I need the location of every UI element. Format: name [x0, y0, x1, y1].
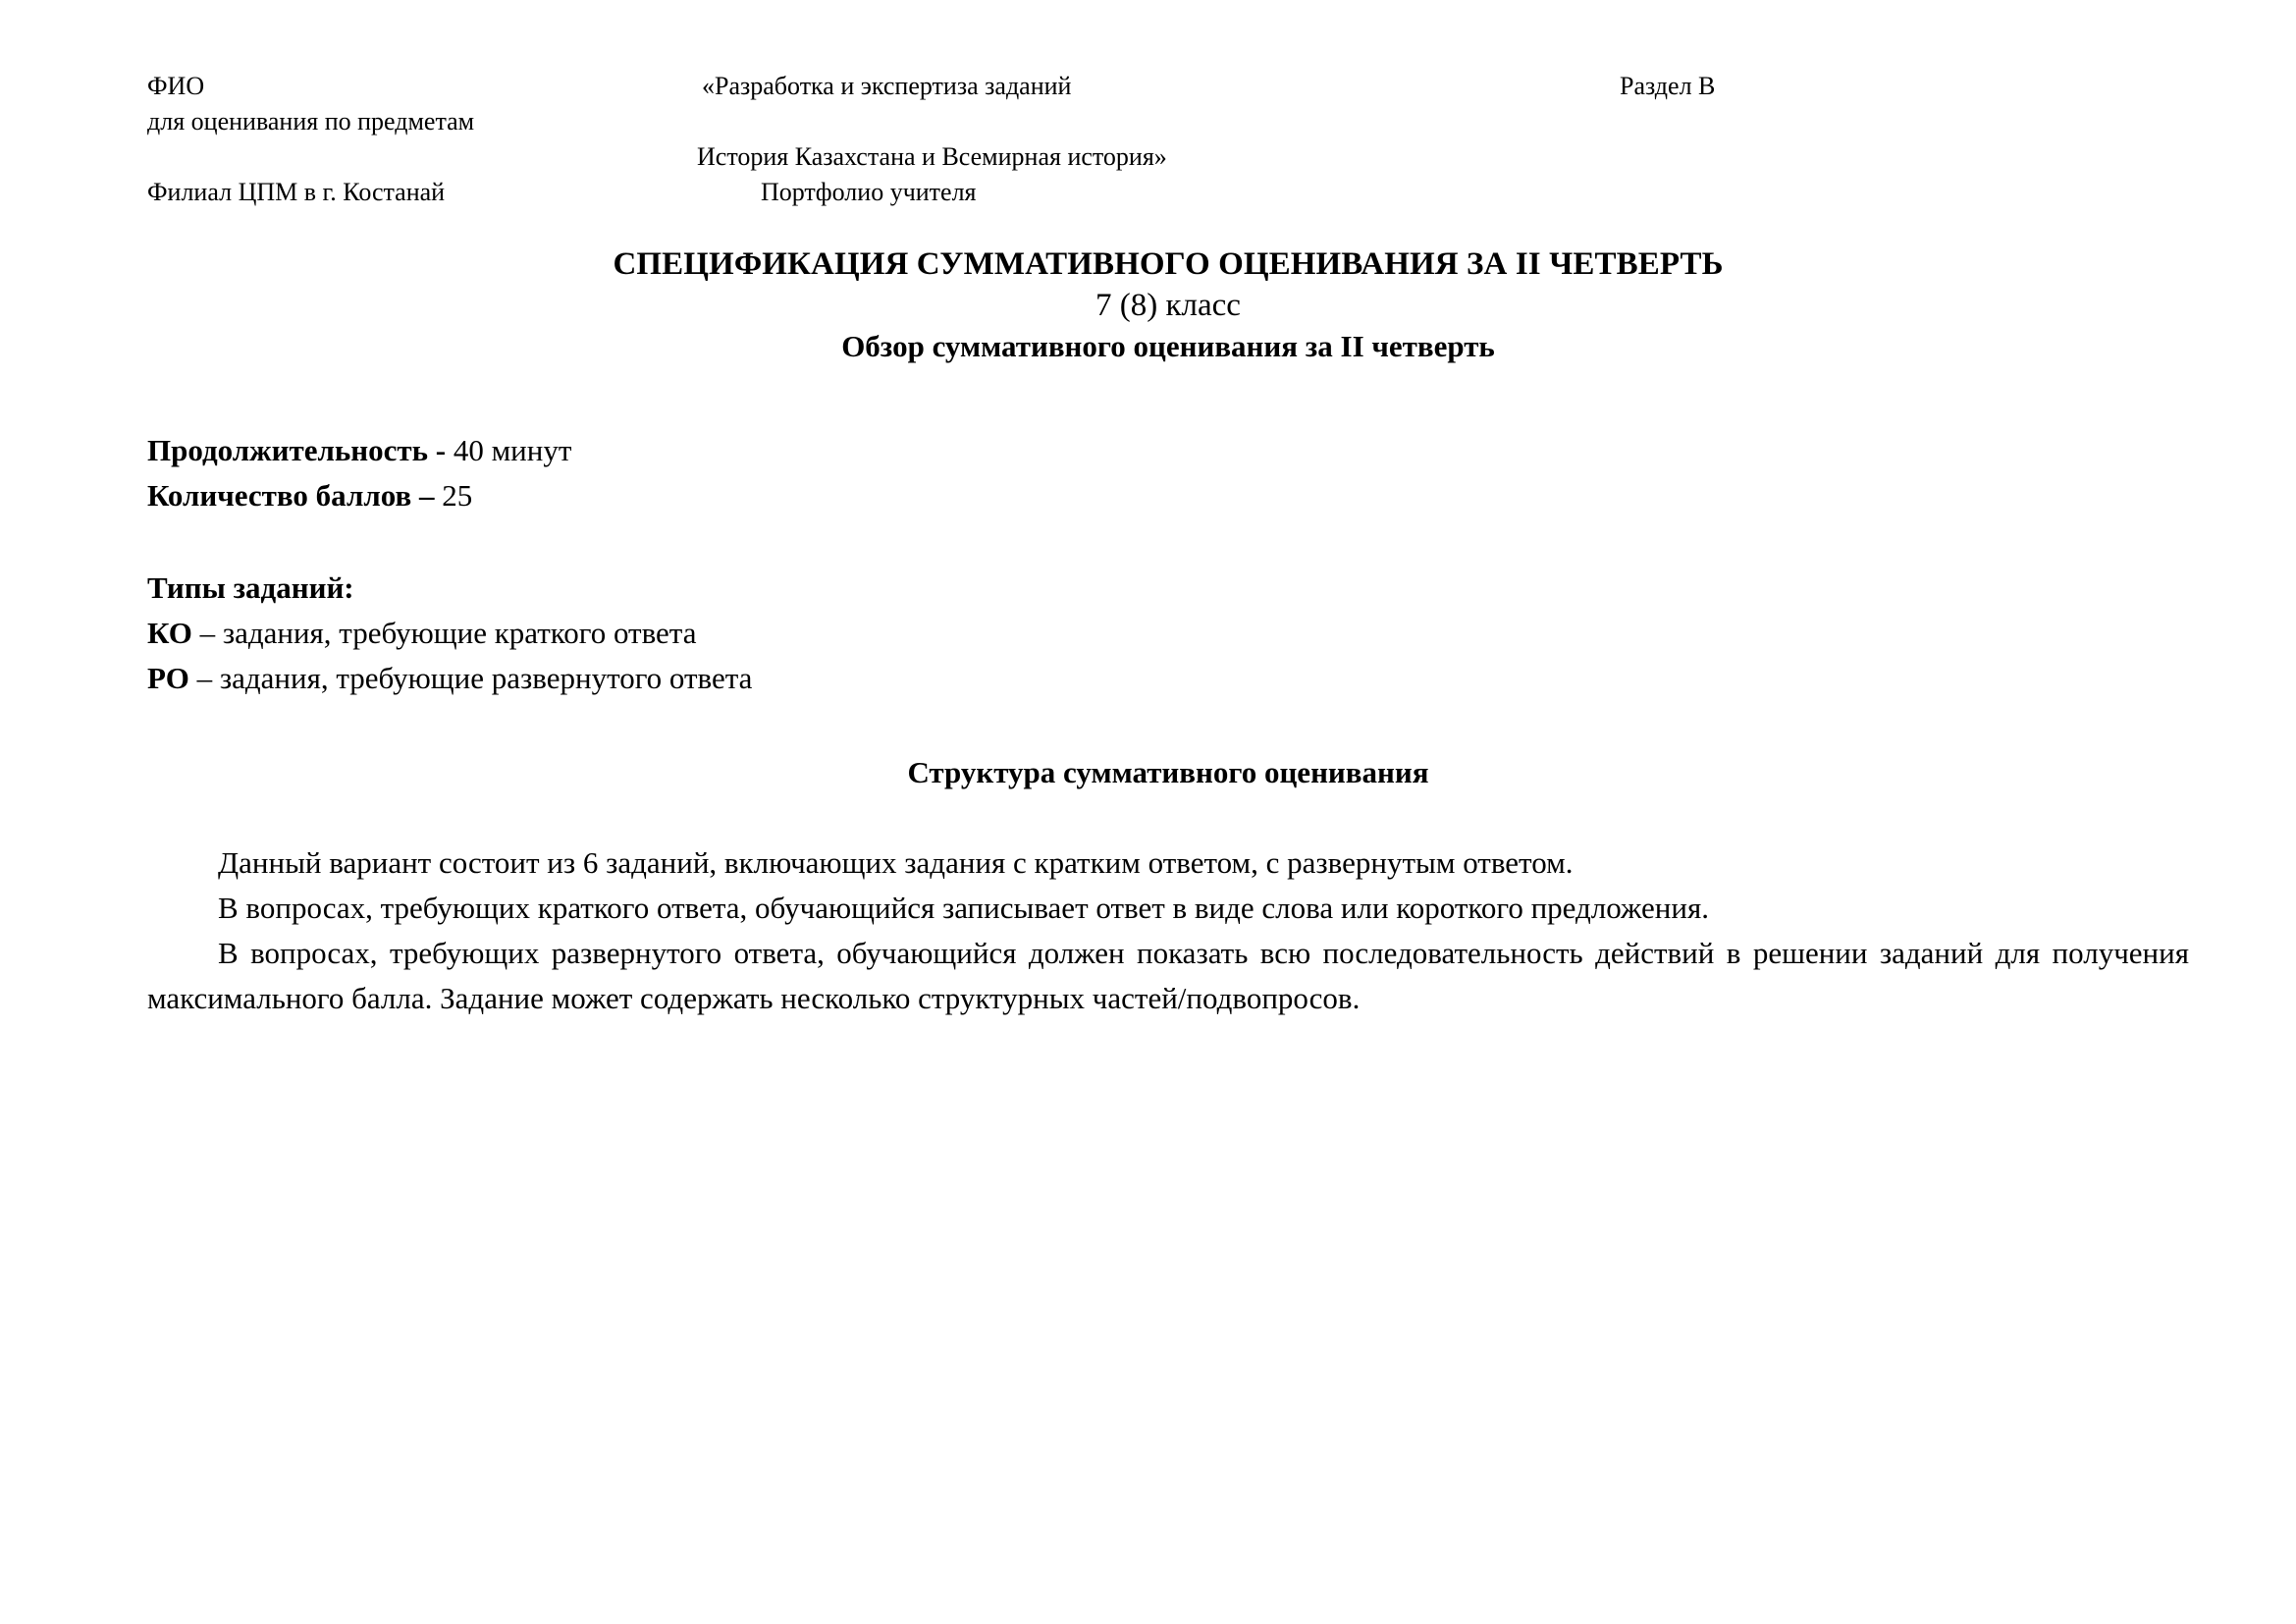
points-line: [147, 473, 2189, 518]
document-content: [147, 69, 2189, 1021]
header-portfolio: Портфолио учителя: [761, 178, 977, 206]
header-branch: Филиал ЦПМ в г. Костанай: [147, 178, 446, 206]
grade-label: 7 (8) класс: [1095, 288, 1241, 323]
page-subtitle: Обзор суммативного оценивания за II четверть: [841, 329, 1495, 363]
header-subjects-line: для оценивания по предметам: [147, 107, 475, 135]
document-header: [147, 69, 2189, 206]
task-types-heading: Типы заданий:: [147, 570, 354, 605]
page-title: СПЕЦИФИКАЦИЯ СУММАТИВНОГО ОЦЕНИВАНИЯ ЗА II ЧЕТВЕРТЬ: [613, 246, 1724, 282]
task-type-po-code: РО: [147, 661, 189, 695]
task-type-po: [147, 656, 2189, 701]
structure-body: [147, 840, 2189, 1021]
task-types-block: [147, 566, 2189, 701]
points-label: Количество баллов –: [147, 478, 435, 513]
duration-line: [147, 428, 2189, 473]
structure-paragraph-2: В вопросах, требующих краткого ответа, обучающийся записывает ответ в виде слова или короткого предложения.: [218, 891, 1709, 925]
duration-value: 40 минут: [453, 433, 572, 467]
structure-paragraph-3: В вопросах, требующих развернутого ответа, обучающийся должен показать всю последовательность действий в решении заданий для получения максимального балла. Задание может содержать несколько структурных частей/подвопросов.: [147, 936, 2189, 1015]
header-section: Раздел В: [1620, 72, 1716, 100]
task-type-po-text: – задания, требующие развернутого ответа: [196, 661, 753, 695]
task-type-ko-code: КО: [147, 616, 192, 650]
header-center-line-2: История Казахстана и Всемирная история»: [697, 142, 1167, 171]
header-fio-label: ФИО: [147, 72, 205, 100]
structure-heading: Структура суммативного оценивания: [907, 755, 1429, 789]
task-type-ko-text: – задания, требующие краткого ответа: [199, 616, 697, 650]
duration-label: Продолжительность -: [147, 433, 447, 467]
structure-paragraph-1: Данный вариант состоит из 6 заданий, включающих задания с кратким ответом, с развернутым ответом.: [218, 845, 1574, 880]
assessment-meta: [147, 428, 2189, 518]
points-value: 25: [442, 478, 473, 513]
task-type-ko: [147, 611, 2189, 656]
header-center-line-1: «Разработка и экспертиза заданий: [702, 72, 1072, 100]
